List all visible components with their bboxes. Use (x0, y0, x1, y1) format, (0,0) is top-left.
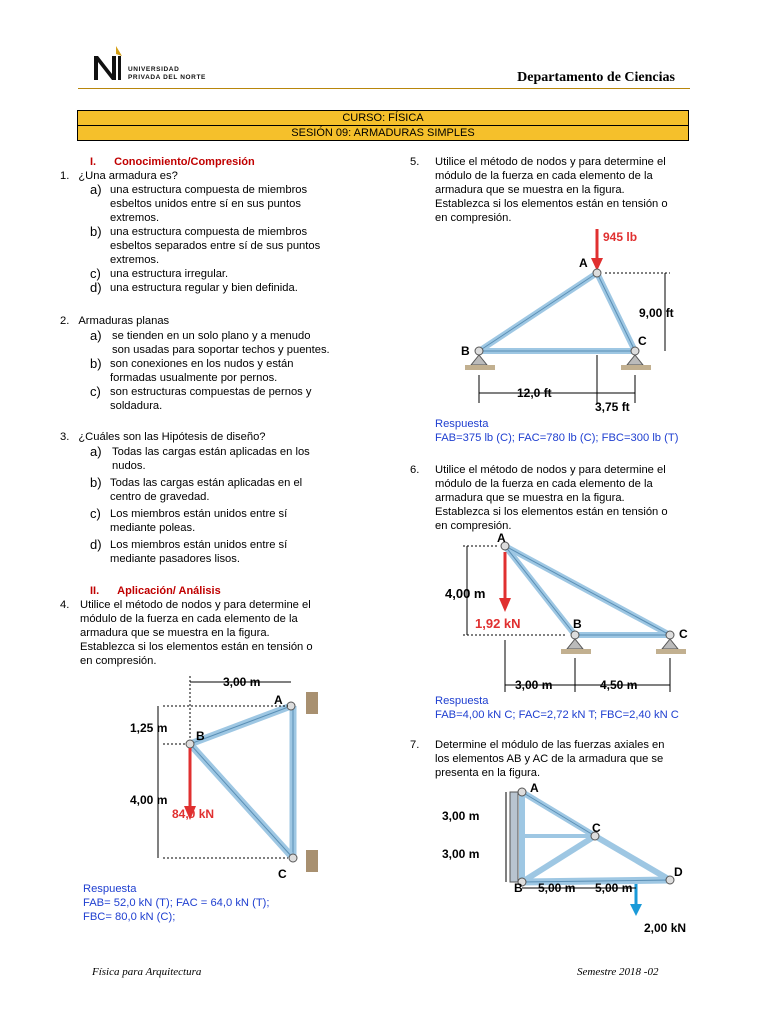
header-rule (78, 88, 690, 89)
q4-answer-label: Respuesta (83, 883, 137, 895)
figure-q5-truss (455, 225, 695, 415)
banner-course: CURSO: FÍSICA (77, 110, 689, 126)
section-2-heading: II. Aplicación/ Análisis (90, 585, 221, 597)
q7-node-b: B (514, 881, 523, 895)
q5-span2: 3,75 ft (595, 400, 630, 414)
q5-answer-text: FAB=375 lb (C); FAC=780 lb (C); FBC=300 lb (T) (435, 432, 679, 444)
q3-options (90, 445, 362, 566)
q7-node-d: D (674, 865, 683, 879)
q6-answer-text: FAB=4,00 kN C; FAC=2,72 kN T; FBC=2,40 kN C (435, 709, 679, 721)
q7-load: 2,00 kN (644, 921, 687, 935)
q6-height: 4,00 m (445, 586, 486, 601)
q6-node-c: C (679, 627, 688, 641)
question-6: 6. Utilice el método de nodos y para determine el módulo de la fuerza en cada elemento de la armadura que se muestra en la figura. Establezca si los elementos están en tensión o en compresión. (410, 464, 668, 532)
course-banner (77, 110, 689, 141)
q4-dim-a: 1,25 m (130, 721, 168, 735)
q7-node-a: A (530, 781, 539, 795)
q5-span1: 12,0 ft (517, 386, 552, 400)
q5-node-c: C (638, 334, 647, 348)
q6-answer (435, 694, 679, 722)
q3-option-a[interactable]: a) Todas las cargas están aplicadas en los nudos. (90, 444, 310, 472)
footer-right: Semestre 2018 -02 (577, 966, 659, 978)
q2-option-a[interactable]: a) se tienden en un solo plano y a menudo son usadas para soportar techos y puentes. (90, 328, 330, 356)
question-1: 1. ¿Una armadura es? (60, 170, 178, 182)
q5-height: 9,00 ft (639, 306, 674, 320)
q5-node-a: A (579, 256, 588, 270)
q1-option-b[interactable]: b) una estructura compuesta de miembros esbeltos separados entre sí de sus puntos extremos. (90, 224, 321, 266)
question-7: 7. Determine el módulo de las fuerzas axiales en los elementos AB y AC de la armadura que se presenta en la figura. (410, 739, 665, 779)
q3-option-c[interactable]: c) Los miembros están unidos entre sí mediante poleas. (90, 506, 288, 534)
q4-answer-line1: FAB= 52,0 kN (T); FAC = 64,0 kN (T); (83, 897, 270, 909)
section-1-heading: I. Conocimiento/Compresión (90, 156, 255, 168)
question-3: 3. ¿Cuáles son las Hipótesis de diseño? (60, 431, 266, 443)
q5-answer (435, 417, 678, 445)
q7-h1: 3,00 m (442, 809, 480, 823)
q6-node-a: A (497, 531, 506, 545)
university-logo (90, 44, 230, 84)
q4-node-b: B (196, 729, 205, 743)
question-2: 2. Armaduras planas (60, 315, 170, 327)
logo-line2: PRIVADA DEL NORTE (128, 74, 206, 81)
q1-options (90, 183, 362, 295)
q6-span2: 4,50 m (600, 678, 638, 692)
q7-span1: 5,00 m (538, 881, 576, 895)
q5-answer-label: Respuesta (435, 418, 489, 430)
q6-answer-label: Respuesta (435, 695, 489, 707)
figure-q7-truss (440, 778, 700, 938)
q5-load: 945 lb (603, 230, 638, 244)
q1-option-c[interactable]: c) una estructura irregular. (90, 266, 229, 281)
q4-answer (83, 882, 270, 924)
q5-node-b: B (461, 344, 470, 358)
q3-option-b[interactable]: b) Todas las cargas están aplicadas en el centro de gravedad. (90, 475, 303, 503)
q1-option-a[interactable]: a) una estructura compuesta de miembros esbeltos unidos entre sí en sus puntos extremos. (90, 182, 308, 224)
q4-answer-line2: FBC= 80,0 kN (C); (83, 911, 176, 923)
footer-left: Física para Arquitectura (92, 966, 202, 978)
q7-span2: 5,00 m (595, 881, 633, 895)
figure-q4-truss (128, 668, 328, 880)
q4-dim-b: 4,00 m (130, 793, 168, 807)
q6-span1: 3,00 m (515, 678, 553, 692)
logo-line1: UNIVERSIDAD (128, 66, 180, 73)
q6-node-b: B (573, 617, 582, 631)
banner-session: SESIÓN 09: ARMADURAS SIMPLES (77, 126, 689, 141)
q2-option-c[interactable]: c) son estructuras compuestas de pernos y soldadura. (90, 384, 312, 412)
q2-options (90, 329, 362, 413)
question-5: 5. Utilice el método de nodos y para determine el módulo de la fuerza en cada elemento de la armadura que se muestra en la figura. Establezca si los elementos están en tensión o en compresión. (410, 156, 668, 224)
q4-dim-top: 3,00 m (223, 675, 261, 689)
figure-q6-truss (435, 530, 705, 692)
q3-option-d[interactable]: d) Los miembros están unidos entre sí mediante pasadores lisos. (90, 537, 288, 565)
q7-node-c: C (592, 821, 601, 835)
logo-mark (90, 44, 126, 84)
q6-load: 1,92 kN (475, 616, 521, 631)
q1-option-d[interactable]: d) una estructura regular y bien definida. (90, 280, 298, 295)
question-4: 4. Utilice el método de nodos y para determine el módulo de la fuerza en cada elemento de la armadura que se muestra en la figura. Establezca si los elementos están en tensión o en compresión. (60, 599, 313, 667)
q4-node-c: C (278, 867, 287, 880)
q7-h2: 3,00 m (442, 847, 480, 861)
department-title: Departamento de Ciencias (517, 70, 675, 85)
q2-option-b[interactable]: b) son conexiones en los nudos y están formadas usualmente por pernos. (90, 356, 294, 384)
q4-node-a: A (274, 693, 283, 707)
q4-load: 84,0 kN (172, 807, 215, 821)
